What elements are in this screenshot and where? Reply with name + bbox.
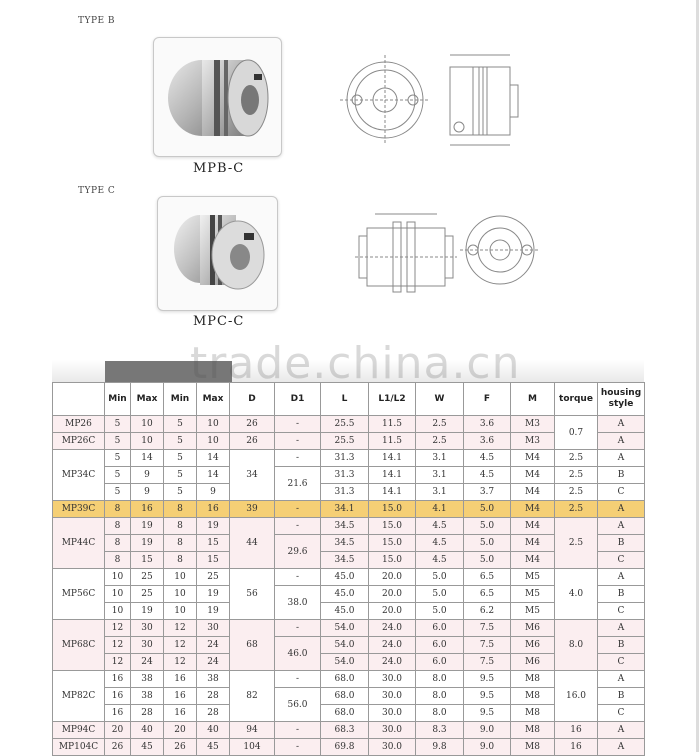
header-min1: Min	[105, 383, 131, 416]
cell-max1: 9	[131, 484, 164, 501]
cell-w: 6.0	[416, 637, 464, 654]
cell-l: 25.5	[321, 433, 369, 450]
cell-l: 25.5	[321, 416, 369, 433]
cell-min1: 16	[105, 688, 131, 705]
header-l1l2: L1/L2	[369, 383, 416, 416]
cell-d: 94	[230, 722, 275, 739]
cell-torque: 2.5	[555, 501, 598, 518]
cell-l1: 30.0	[369, 705, 416, 722]
cell-f: 5.0	[464, 518, 511, 535]
cell-l: 31.3	[321, 484, 369, 501]
cell-housing: A	[598, 518, 645, 535]
cell-f: 5.0	[464, 552, 511, 569]
cell-min1: 20	[105, 722, 131, 739]
cell-l: 54.0	[321, 654, 369, 671]
cell-l: 54.0	[321, 637, 369, 654]
cell-d: 44	[230, 518, 275, 569]
cell-max1: 25	[131, 569, 164, 586]
cell-l1: 24.0	[369, 620, 416, 637]
cell-min2: 16	[164, 671, 197, 688]
cell-w: 8.3	[416, 722, 464, 739]
cell-d: 26	[230, 416, 275, 433]
cell-d1: -	[275, 620, 321, 637]
cell-w: 3.1	[416, 467, 464, 484]
cell-m: M6	[511, 637, 555, 654]
cell-d1: 38.0	[275, 586, 321, 620]
cell-min2: 10	[164, 603, 197, 620]
cell-min1: 8	[105, 535, 131, 552]
cell-max2: 14	[197, 450, 230, 467]
cell-d1: -	[275, 518, 321, 535]
cell-l: 68.0	[321, 688, 369, 705]
cell-w: 5.0	[416, 586, 464, 603]
cell-l1: 15.0	[369, 518, 416, 535]
cell-housing: A	[598, 416, 645, 433]
cell-torque: 2.5	[555, 518, 598, 569]
cell-max1: 10	[131, 433, 164, 450]
cell-w: 3.1	[416, 484, 464, 501]
cell-d1: -	[275, 739, 321, 756]
cell-min1: 12	[105, 620, 131, 637]
cell-f: 7.5	[464, 620, 511, 637]
cell-torque: 16.0	[555, 671, 598, 722]
cell-max1: 14	[131, 450, 164, 467]
cell-housing: A	[598, 739, 645, 756]
header-f: F	[464, 383, 511, 416]
cell-model: MP34C	[53, 450, 105, 501]
cell-w: 9.8	[416, 739, 464, 756]
cell-d1: -	[275, 501, 321, 518]
cell-max1: 19	[131, 603, 164, 620]
cell-max1: 30	[131, 637, 164, 654]
cell-min2: 16	[164, 705, 197, 722]
cell-min1: 5	[105, 484, 131, 501]
cell-w: 8.0	[416, 705, 464, 722]
cell-max2: 14	[197, 467, 230, 484]
cell-max2: 24	[197, 637, 230, 654]
cell-f: 7.5	[464, 637, 511, 654]
table-row	[53, 484, 645, 501]
cell-m: M4	[511, 467, 555, 484]
cell-model: MP44C	[53, 518, 105, 569]
cell-housing: B	[598, 586, 645, 603]
cell-max2: 16	[197, 501, 230, 518]
mpc-c-product-photo	[157, 196, 278, 311]
cell-housing: C	[598, 705, 645, 722]
cell-min1: 8	[105, 552, 131, 569]
cell-w: 4.5	[416, 518, 464, 535]
cell-max2: 24	[197, 654, 230, 671]
mpb-c-product-photo	[153, 37, 282, 157]
cell-min2: 5	[164, 467, 197, 484]
cell-l: 31.3	[321, 450, 369, 467]
cell-housing: A	[598, 433, 645, 450]
cell-d: 104	[230, 739, 275, 756]
table-row	[53, 722, 645, 739]
header-max1: Max	[131, 383, 164, 416]
cell-housing: A	[598, 722, 645, 739]
cell-f: 3.7	[464, 484, 511, 501]
header-w: W	[416, 383, 464, 416]
cell-w: 4.1	[416, 501, 464, 518]
table-row	[53, 569, 645, 586]
type-c-label: TYPE C	[78, 186, 116, 196]
cell-min1: 5	[105, 416, 131, 433]
cell-housing: C	[598, 552, 645, 569]
cell-min2: 20	[164, 722, 197, 739]
cell-min1: 10	[105, 603, 131, 620]
header-model	[53, 383, 105, 416]
cell-l1: 11.5	[369, 433, 416, 450]
cell-min2: 16	[164, 688, 197, 705]
cell-d1: 56.0	[275, 688, 321, 722]
cell-l: 54.0	[321, 620, 369, 637]
cell-max2: 30	[197, 620, 230, 637]
table-row	[53, 620, 645, 637]
cell-min2: 8	[164, 552, 197, 569]
cell-m: M4	[511, 450, 555, 467]
table-row	[53, 739, 645, 756]
cell-m: M8	[511, 722, 555, 739]
cell-model: MP94C	[53, 722, 105, 739]
cell-housing: A	[598, 671, 645, 688]
cell-min1: 10	[105, 586, 131, 603]
cell-d: 26	[230, 433, 275, 450]
cell-l1: 15.0	[369, 552, 416, 569]
cell-housing: A	[598, 450, 645, 467]
cell-d: 56	[230, 569, 275, 620]
cell-l1: 20.0	[369, 569, 416, 586]
cell-w: 5.0	[416, 603, 464, 620]
cell-housing: A	[598, 620, 645, 637]
cell-min1: 5	[105, 433, 131, 450]
cell-housing: B	[598, 637, 645, 654]
cell-w: 2.5	[416, 416, 464, 433]
cell-l1: 14.1	[369, 467, 416, 484]
header-l: L	[321, 383, 369, 416]
cell-min2: 12	[164, 654, 197, 671]
header-max2: Max	[197, 383, 230, 416]
cell-max1: 19	[131, 518, 164, 535]
cell-m: M8	[511, 705, 555, 722]
cell-l: 68.0	[321, 705, 369, 722]
cell-f: 6.5	[464, 586, 511, 603]
cell-f: 7.5	[464, 654, 511, 671]
type-b-label: TYPE B	[78, 16, 116, 26]
cell-min1: 8	[105, 518, 131, 535]
cell-f: 9.0	[464, 722, 511, 739]
cell-housing: C	[598, 603, 645, 620]
type-c-technical-drawing	[345, 200, 545, 304]
cell-l1: 15.0	[369, 501, 416, 518]
cell-min2: 12	[164, 620, 197, 637]
cell-m: M5	[511, 569, 555, 586]
cell-housing: B	[598, 688, 645, 705]
cell-max1: 38	[131, 688, 164, 705]
cell-w: 4.5	[416, 552, 464, 569]
cell-torque: 4.0	[555, 569, 598, 620]
table-row	[53, 467, 645, 484]
cell-model: MP26	[53, 416, 105, 433]
cell-min1: 8	[105, 501, 131, 518]
cell-f: 5.0	[464, 501, 511, 518]
cell-d1: -	[275, 433, 321, 450]
cell-l: 45.0	[321, 603, 369, 620]
cell-model: MP39C	[53, 501, 105, 518]
cell-d: 34	[230, 450, 275, 501]
header-torque: torque	[555, 383, 598, 416]
cell-min2: 12	[164, 637, 197, 654]
cell-max2: 28	[197, 705, 230, 722]
cell-w: 6.0	[416, 654, 464, 671]
mpb-c-caption: MPB-C	[193, 161, 245, 176]
cell-m: M4	[511, 535, 555, 552]
cell-m: M8	[511, 739, 555, 756]
cell-w: 3.1	[416, 450, 464, 467]
cell-l1: 24.0	[369, 654, 416, 671]
cell-min2: 10	[164, 586, 197, 603]
type-b-technical-drawing	[335, 45, 545, 159]
coupling-spec-table	[52, 382, 645, 756]
cell-max2: 19	[197, 586, 230, 603]
cell-max2: 15	[197, 535, 230, 552]
cell-max1: 45	[131, 739, 164, 756]
cell-min2: 5	[164, 416, 197, 433]
header-d1: D1	[275, 383, 321, 416]
cell-l: 68.3	[321, 722, 369, 739]
header-housing-style: housing style	[598, 383, 645, 416]
cell-l1: 30.0	[369, 739, 416, 756]
cell-l1: 14.1	[369, 450, 416, 467]
cell-max2: 19	[197, 603, 230, 620]
cell-m: M3	[511, 416, 555, 433]
cell-d1: -	[275, 416, 321, 433]
cell-l1: 20.0	[369, 586, 416, 603]
cell-d1: -	[275, 722, 321, 739]
cell-m: M6	[511, 654, 555, 671]
table-row	[53, 416, 645, 433]
cell-m: M5	[511, 586, 555, 603]
cell-w: 2.5	[416, 433, 464, 450]
cell-f: 9.5	[464, 705, 511, 722]
cell-min2: 10	[164, 569, 197, 586]
cell-l1: 24.0	[369, 637, 416, 654]
table-row-highlighted	[53, 501, 645, 518]
cell-l1: 30.0	[369, 688, 416, 705]
cell-max2: 9	[197, 484, 230, 501]
cell-l: 45.0	[321, 569, 369, 586]
cell-l: 34.5	[321, 518, 369, 535]
cell-min1: 16	[105, 671, 131, 688]
cell-torque: 2.5	[555, 450, 598, 467]
cell-max2: 10	[197, 416, 230, 433]
cell-f: 4.5	[464, 450, 511, 467]
table-row	[53, 518, 645, 535]
cell-housing: B	[598, 535, 645, 552]
mpc-c-caption: MPC-C	[193, 314, 245, 329]
cell-max1: 24	[131, 654, 164, 671]
cell-d1: 29.6	[275, 535, 321, 569]
cell-f: 9.0	[464, 739, 511, 756]
cell-max1: 28	[131, 705, 164, 722]
cell-m: M4	[511, 501, 555, 518]
watermark-text: trade.china.cn	[190, 338, 521, 389]
cell-l1: 15.0	[369, 535, 416, 552]
cell-f: 9.5	[464, 688, 511, 705]
header-d: D	[230, 383, 275, 416]
cell-m: M5	[511, 603, 555, 620]
cell-model: MP68C	[53, 620, 105, 671]
cell-d1: 21.6	[275, 467, 321, 501]
cell-torque: 8.0	[555, 620, 598, 671]
cell-max1: 40	[131, 722, 164, 739]
cell-f: 3.6	[464, 433, 511, 450]
cell-l: 34.1	[321, 501, 369, 518]
cell-w: 8.0	[416, 671, 464, 688]
cell-model: MP56C	[53, 569, 105, 620]
cell-model: MP26C	[53, 433, 105, 450]
cell-m: M4	[511, 518, 555, 535]
table-row	[53, 450, 645, 467]
cell-housing: A	[598, 569, 645, 586]
cell-l: 31.3	[321, 467, 369, 484]
cell-max1: 15	[131, 552, 164, 569]
cell-max1: 25	[131, 586, 164, 603]
cell-model: MP82C	[53, 671, 105, 722]
cell-f: 3.6	[464, 416, 511, 433]
cell-torque: 0.7	[555, 416, 598, 450]
cell-d: 68	[230, 620, 275, 671]
cell-l: 34.5	[321, 552, 369, 569]
cell-f: 9.5	[464, 671, 511, 688]
cell-max2: 10	[197, 433, 230, 450]
cell-torque: 2.5	[555, 467, 598, 484]
cell-l: 69.8	[321, 739, 369, 756]
cell-w: 4.5	[416, 535, 464, 552]
cell-min1: 12	[105, 654, 131, 671]
cell-min1: 12	[105, 637, 131, 654]
cell-max2: 19	[197, 518, 230, 535]
cell-housing: B	[598, 467, 645, 484]
cell-model: MP104C	[53, 739, 105, 756]
cell-d1: -	[275, 671, 321, 688]
cell-min1: 16	[105, 705, 131, 722]
cell-min1: 26	[105, 739, 131, 756]
cell-min2: 5	[164, 450, 197, 467]
cell-housing: C	[598, 654, 645, 671]
cell-min2: 5	[164, 433, 197, 450]
header-min2: Min	[164, 383, 197, 416]
cell-min2: 8	[164, 518, 197, 535]
table-row	[53, 671, 645, 688]
cell-max1: 30	[131, 620, 164, 637]
cell-max2: 15	[197, 552, 230, 569]
cell-m: M6	[511, 620, 555, 637]
cell-l: 68.0	[321, 671, 369, 688]
cell-d1: 46.0	[275, 637, 321, 671]
cell-f: 4.5	[464, 467, 511, 484]
cell-m: M8	[511, 688, 555, 705]
cell-l1: 30.0	[369, 671, 416, 688]
cell-f: 5.0	[464, 535, 511, 552]
cell-housing: A	[598, 501, 645, 518]
cell-w: 8.0	[416, 688, 464, 705]
cell-housing: C	[598, 484, 645, 501]
cell-max2: 40	[197, 722, 230, 739]
cell-max2: 38	[197, 671, 230, 688]
cell-m: M4	[511, 552, 555, 569]
cell-min2: 26	[164, 739, 197, 756]
cell-d: 82	[230, 671, 275, 722]
cell-l1: 14.1	[369, 484, 416, 501]
cell-min2: 5	[164, 484, 197, 501]
cell-f: 6.2	[464, 603, 511, 620]
cell-min1: 5	[105, 450, 131, 467]
cell-l1: 11.5	[369, 416, 416, 433]
cell-min2: 8	[164, 535, 197, 552]
cell-max1: 9	[131, 467, 164, 484]
header-m: M	[511, 383, 555, 416]
cell-l1: 20.0	[369, 603, 416, 620]
cell-m: M8	[511, 671, 555, 688]
cell-f: 6.5	[464, 569, 511, 586]
cell-m: M3	[511, 433, 555, 450]
cell-max1: 19	[131, 535, 164, 552]
cell-l: 34.5	[321, 535, 369, 552]
cell-min2: 8	[164, 501, 197, 518]
cell-d1: -	[275, 569, 321, 586]
cell-m: M4	[511, 484, 555, 501]
cell-d: 39	[230, 501, 275, 518]
cell-max2: 25	[197, 569, 230, 586]
cell-w: 6.0	[416, 620, 464, 637]
cell-max2: 28	[197, 688, 230, 705]
cell-d1: -	[275, 450, 321, 467]
cell-l1: 30.0	[369, 722, 416, 739]
cell-max1: 38	[131, 671, 164, 688]
cell-max2: 45	[197, 739, 230, 756]
cell-min1: 5	[105, 467, 131, 484]
cell-torque: 16	[555, 739, 598, 756]
cell-max1: 16	[131, 501, 164, 518]
cell-max1: 10	[131, 416, 164, 433]
cell-torque: 2.5	[555, 484, 598, 501]
cell-l: 45.0	[321, 586, 369, 603]
cell-torque: 16	[555, 722, 598, 739]
cell-w: 5.0	[416, 569, 464, 586]
cell-min1: 10	[105, 569, 131, 586]
